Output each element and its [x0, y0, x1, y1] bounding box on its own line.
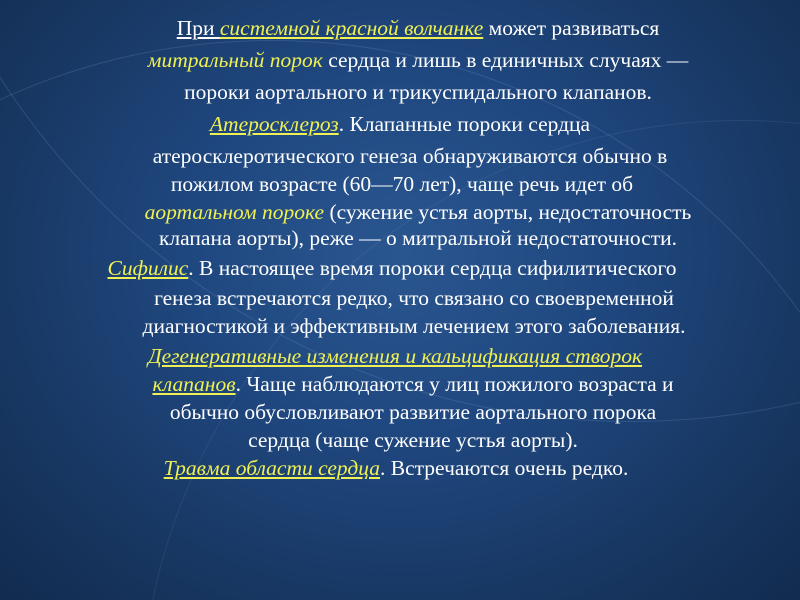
text-line — [152, 370, 673, 398]
text-segment: сердца (чаще сужение устья аорты). — [248, 428, 578, 452]
text-line — [153, 142, 668, 170]
keyword-term: системной красной волчанке — [219, 16, 484, 40]
text-segment: сердца и лишь в единичных случаях — — [322, 48, 689, 72]
text-segment: атеросклеротического генеза обнаруживаются обычно в — [152, 144, 668, 168]
text-line — [184, 78, 652, 106]
text-segment: . Клапанные пороки сердца — [338, 112, 591, 136]
text-segment: . Чаще наблюдаются у лиц пожилого возраста и — [235, 372, 674, 396]
text-segment: . В настоящее время пороки сердца сифилитического — [188, 256, 677, 280]
text-line — [177, 14, 660, 42]
text-line — [171, 170, 633, 198]
text-line — [108, 254, 677, 282]
text-line — [210, 110, 590, 138]
highlighted-term: аортальном пороке — [144, 200, 325, 224]
text-line — [145, 198, 692, 226]
keyword-term: Дегенеративные изменения и кальцификация створок — [147, 344, 643, 368]
text-segment: пороки аортального и трикуспидального клапанов. — [184, 80, 652, 104]
text-line — [143, 312, 686, 340]
text-segment: пожилом возрасте (60—70 лет), чаще речь идет об — [170, 172, 634, 196]
text-segment: диагностикой и эффективным лечением этого заболевания. — [142, 314, 686, 338]
text-line — [148, 46, 689, 74]
text-segment: может развиваться — [483, 16, 660, 40]
keyword-term: Травма области сердца — [163, 456, 381, 480]
keyword-term: Сифилис — [107, 256, 189, 280]
keyword-term: клапанов — [152, 372, 236, 396]
text-segment: (сужение устья аорты, недостаточность — [324, 200, 692, 224]
text-segment: обычно обусловливают развитие аортального порока — [169, 400, 657, 424]
text-segment: При — [176, 16, 220, 40]
text-segment: клапана аорты), реже — о митральной недостаточности. — [158, 226, 678, 250]
text-segment: генеза встречаются редко, что связано со своевременной — [154, 286, 674, 310]
text-line — [164, 454, 629, 482]
text-line — [170, 398, 656, 426]
text-line — [159, 224, 677, 252]
text-line — [248, 426, 578, 454]
text-line — [154, 284, 674, 312]
keyword-term: Атеросклероз — [209, 112, 339, 136]
text-line — [148, 342, 642, 370]
text-segment: . Встречаются очень редко. — [380, 456, 629, 480]
highlighted-term: митральный порок — [147, 48, 323, 72]
